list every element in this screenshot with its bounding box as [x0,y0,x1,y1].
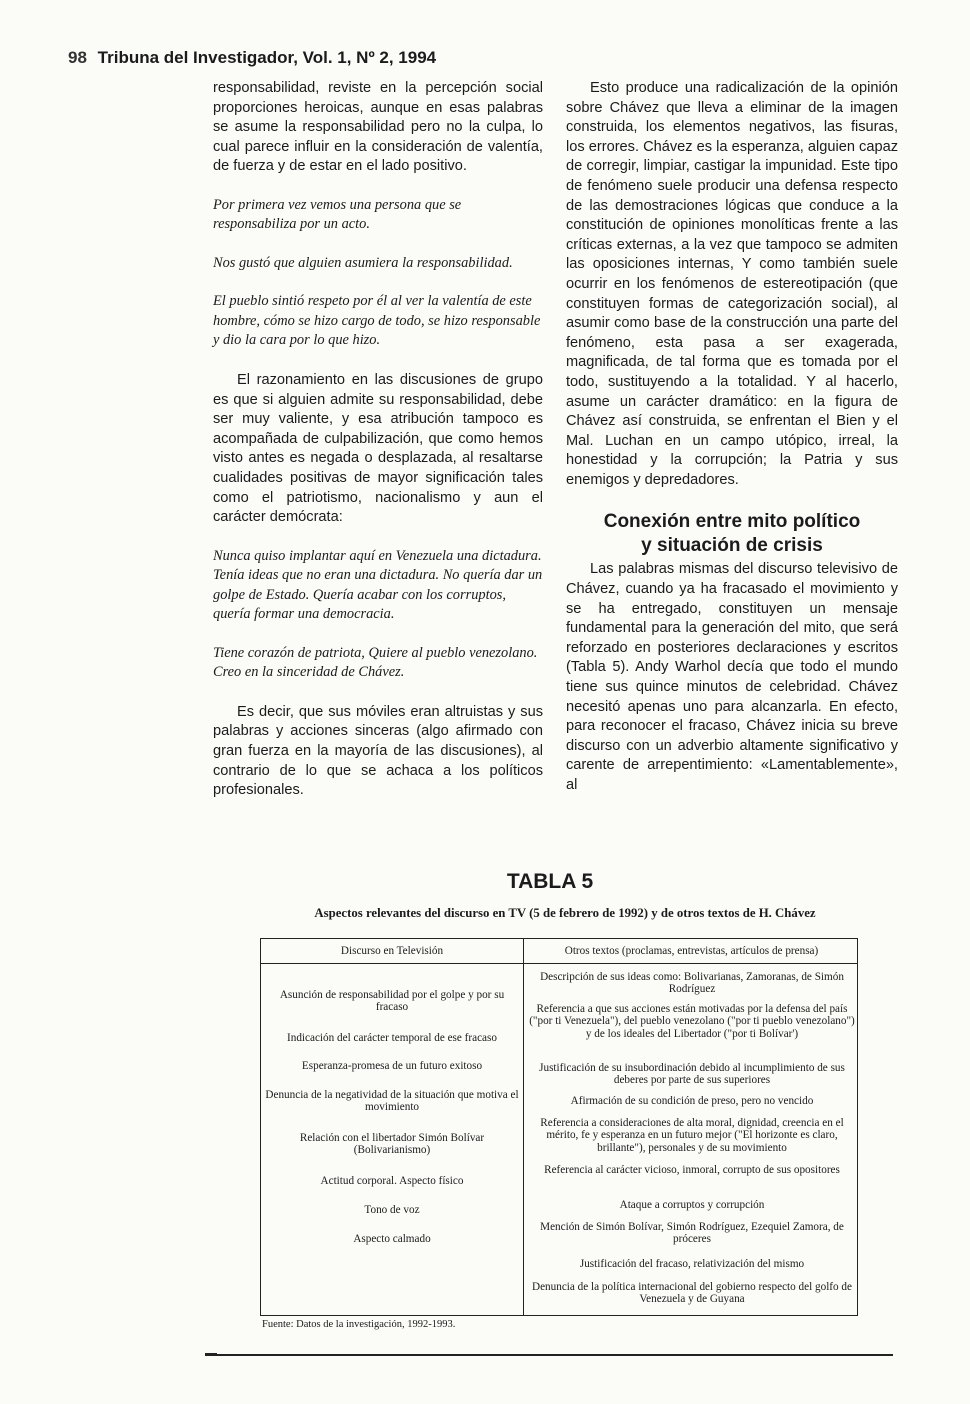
table-cell: Descripción de sus ideas como: Bolivarianas, Zamoranas, de Simón Rodríguez [540,971,844,996]
table-cell: Referencia a consideraciones de alta moral, dignidad, creencia en el mérito, fe y esperanza en un futuro mejor ("El horizonte es claro, brillante"), personales y de su movimiento [540,1117,844,1154]
right-column [566,79,898,796]
table-cell: Tono de voz [364,1204,420,1216]
table-cell: Indicación del carácter temporal de ese fracaso [287,1032,497,1044]
table-cell: Denuncia de la negatividad de la situación que motiva el movimiento [265,1089,519,1114]
header-divider [261,963,857,964]
quote: Tiene corazón de patriota, Quiere al pueblo venezolano. [213,644,538,661]
footer-rule [205,1354,893,1356]
paragraph: responsabilidad, reviste en la percepción social proporciones heroicas, aunque en esas palabras se asume la responsabilidad pero no la culpa, lo cual parece influir en la consideración de valentía, de fuerza y de estar en el lado positivo. [213,80,543,175]
paragraph: Esto produce una radicalización de la opinión sobre Chávez que lleva a eliminar de la imagen construida, los elementos negativos, las fisuras, los errores. Chávez es la esperanza, alguien capaz de corregir, limpiar, castigar la impunidad. Este tipo de fenómeno suele producir una defensa respecto de las demostraciones lógicas que conduce a la constitución de opiniones monolíticas frente a las críticas externas, a la vez que tampoco se admiten las oposiciones internas, Y como también suele ocurrir en los fenómenos de estereotipación (que constituyen formas de categorización social), al asumir como base de la construcción una parte del fenómeno, esta pasa a ser exagerada, magnificada, de tal forma que es tomada por el todo, sustituyendo a la totalidad. Y al hacerlo, asume un carácter dramático: en la figura de Chávez así construida, se enfrentan el Bien y el Mal. Luchan en un campo utópico, irreal, la honestidad y la corrupción; la Patria y sus enemigos y depredadores. [566,80,898,488]
quote: Por primera vez vemos una persona que se responsabiliza por un acto. [213,196,462,233]
table-source-note: Fuente: Datos de la investigación, 1992-1993. [262,1319,456,1330]
section-heading [566,510,898,558]
journal-title: Tribuna del Investigador, Vol. 1, Nº 2, 1994 [97,48,437,67]
paragraph: Las palabras mismas del discurso televisivo de Chávez, cuando ya ha fracasado el movimiento y se ha entregado, constituyen un mensaje fundamental para la generación del mito, que será reforzado en posteriores declaraciones y escritos (Tabla 5). Andy Warhol decía que todo el mundo tiene sus quince minutos de celebridad. Chávez necesitó apenas uno para alcanzarla. En efecto, para reconocer el fracaso, Chávez inicia su breve discurso con un adverbio altamente significativo y carente de arrepentimiento: «Lamentablemente», al [566,561,898,793]
column-header: Discurso en Televisión [340,945,444,957]
quote: Nos gustó que alguien asumiera la responsabilidad. [213,254,513,271]
page-number: 98 [68,48,87,67]
running-header [68,48,928,68]
quote: Creo en la sinceridad de Chávez. [213,664,405,681]
table-cell: Aspecto calmado [353,1233,431,1245]
table-caption: Aspectos relevantes del discurso en TV (5 de febrero de 1992) y de otros textos de H. Chávez [314,906,816,920]
table-cell: Actitud corporal. Aspecto físico [320,1175,464,1187]
table-cell: Asunción de responsabilidad por el golpe y por su fracaso [279,989,505,1014]
quote: El pueblo sintió respeto por él al ver la valentía de este hombre, cómo se hizo cargo de todo, se hizo responsable y dio la cara por lo que hizo. [213,293,541,349]
section-heading-line: y situación de crisis [641,535,823,557]
table-cell: Referencia a que sus acciones están motivadas por la defensa del país ("por ti Venezuela"), del pueblo venezolano ("por ti pueblo venezolano") y de los ideales del Libertador ("por ti Bolívar') [529,1003,855,1040]
table-cell: Referencia al carácter vicioso, inmoral, corrupto de sus opositores [544,1164,840,1176]
table-cell: Afirmación de su condición de preso, pero no vencido [570,1095,814,1107]
table-cell: Justificación del fracaso, relativización del mismo [579,1258,805,1270]
table-cell: Mención de Simón Bolívar, Simón Rodríguez, Ezequiel Zamora, de próceres [540,1221,844,1246]
left-column [213,79,543,801]
table-cell: Esperanza-promesa de un futuro exitoso [301,1060,483,1072]
table-cell: Relación con el libertador Simón Bolívar (Bolivarianismo) [299,1132,485,1157]
column-divider [523,939,524,1315]
paragraph: El razonamiento en las discusiones de grupo es que si alguien admite su responsabilidad, debe ser muy valiente, y esa atribución tampoco es acompañada de culpabilización, que como hemos visto antes es negada o desplazada, al resaltarse cualidades positivas de mayor significación tales como el patriotismo, nacionalismo y aun el carácter demócrata: [213,371,543,526]
table-cell: Justificación de su insubordinación debido al incumplimiento de sus deberes por parte de sus superiores [539,1062,845,1087]
section-heading-line: Conexión entre mito político [603,511,861,533]
quote: Nunca quiso implantar aquí en Venezuela una dictadura. Tenía ideas que no eran una dictadura. No quería dar un golpe de Estado. Quería acabar con los corruptos, quería formar una democracia. [213,547,543,623]
data-table [260,938,858,1316]
table-cell: Denuncia de la política internacional del gobierno respecto del golfo de Venezuela y de Guyana [532,1281,852,1306]
column-header: Otros textos (proclamas, entrevistas, artículos de prensa) [564,945,819,957]
paragraph: Es decir, que sus móviles eran altruistas y sus palabras y acciones sinceras (algo afirmado con gran fuerza en la mayoría de las discusiones), al contrario de lo que se achaca a los políticos profesionales. [213,703,543,799]
table-title: TABLA 5 [506,870,594,893]
table-cell: Ataque a corruptos y corrupción [619,1199,765,1211]
